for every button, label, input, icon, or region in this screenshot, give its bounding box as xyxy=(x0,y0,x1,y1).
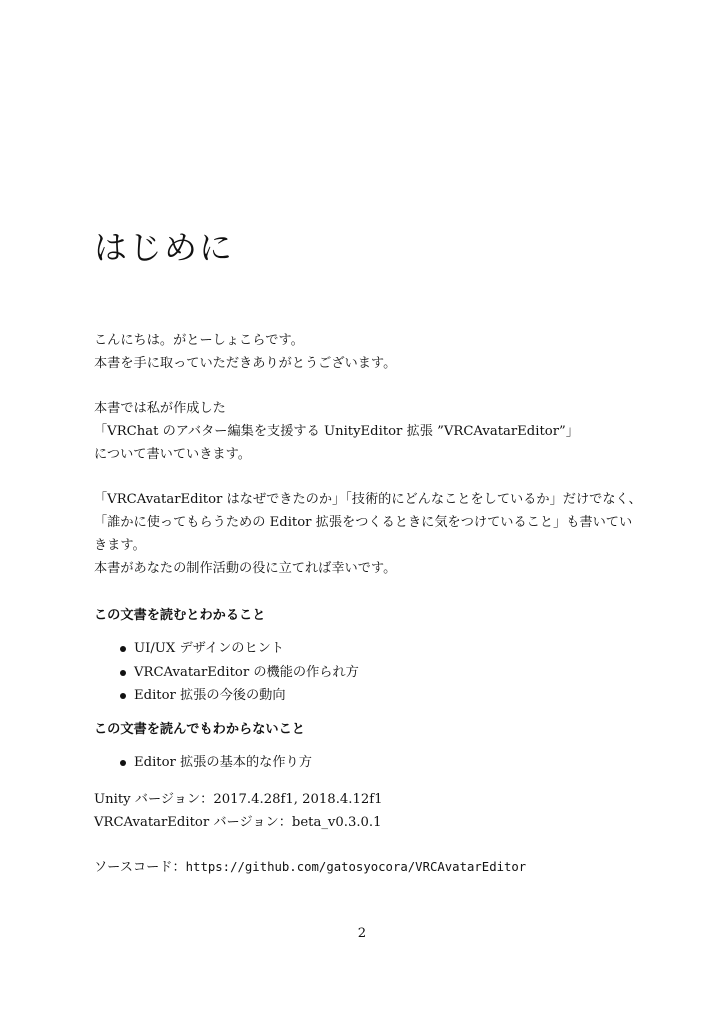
topics-paragraph xyxy=(94,488,654,580)
topics-line: 本書があなたの制作活動の役に立てれば幸いです。 xyxy=(94,561,397,576)
learn-section-heading: この文書を読むとわかること xyxy=(94,608,266,623)
intro-line: 本書を手に取っていただきありがとうございます。 xyxy=(94,356,397,371)
topics-line: きます。 xyxy=(94,538,146,553)
source-code-line xyxy=(94,856,654,879)
chapter-body xyxy=(94,329,654,901)
unity-version: Unity バージョン：2017.4.28f1, 2018.4.12f1 xyxy=(94,792,383,807)
purpose-paragraph xyxy=(94,397,654,466)
page-number: 2 xyxy=(357,926,367,941)
intro-paragraph xyxy=(94,329,654,375)
learn-list xyxy=(94,637,654,708)
source-code-url: https://github.com/gatosyocora/VRCAvatarEditor xyxy=(185,860,527,874)
list-item: UI/UX デザインのヒント xyxy=(120,637,654,661)
list-item: Editor 拡張の今後の動向 xyxy=(120,684,654,708)
source-code-label: ソースコード： xyxy=(94,860,186,875)
chapter-title: はじめに xyxy=(94,228,234,267)
version-info xyxy=(94,788,654,834)
purpose-line: 本書では私が作成した xyxy=(94,401,226,416)
intro-line: こんにちは。がとーしょこらです。 xyxy=(94,333,304,348)
purpose-line: について書いていきます。 xyxy=(94,447,251,462)
editor-version: VRCAvatarEditor バージョン：beta_v0.3.0.1 xyxy=(94,815,382,830)
list-item: Editor 拡張の基本的な作り方 xyxy=(120,751,654,775)
not-learn-section-heading: この文書を読んでもわからないこと xyxy=(94,721,305,737)
list-item: VRCAvatarEditor の機能の作られ方 xyxy=(120,661,654,685)
not-learn-list xyxy=(94,751,654,775)
purpose-line: 「VRChat のアバター編集を支援する UnityEditor 拡張 ”VRCAvatarEditor”」 xyxy=(94,424,579,439)
topics-line: 「VRCAvatarEditor はなぜできたのか」「技術的にどんなことをしているか」だけでなく、 xyxy=(94,492,642,507)
topics-line: 「誰かに使ってもらうための Editor 拡張をつくるときに気をつけていること」も書いてい xyxy=(94,515,633,530)
